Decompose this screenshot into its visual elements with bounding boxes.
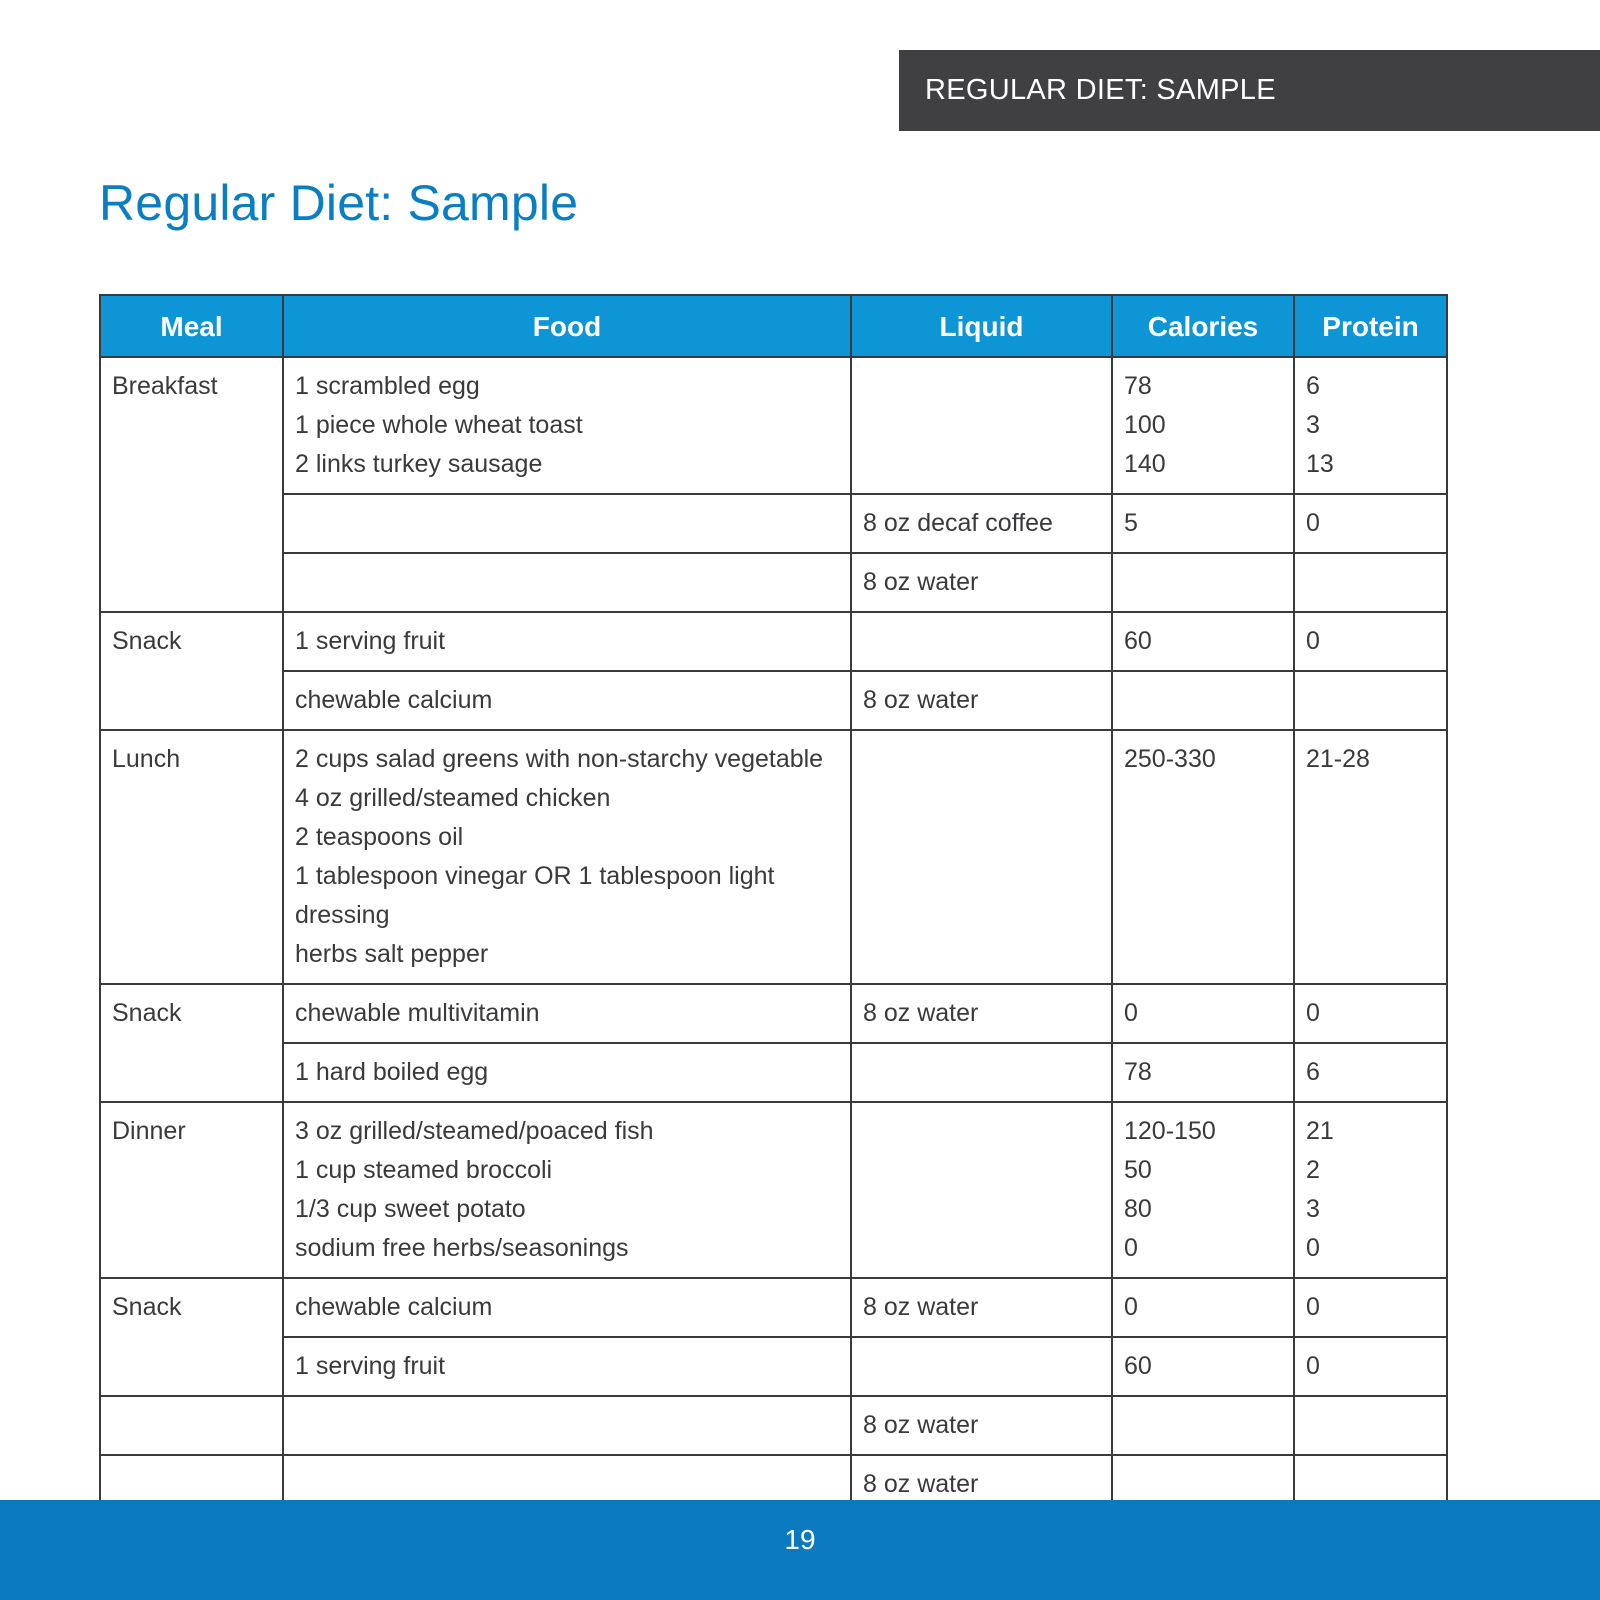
- calories-value: 140: [1124, 450, 1166, 478]
- protein-value: 2: [1306, 1156, 1320, 1184]
- page-number: 19: [784, 1524, 816, 1555]
- liquid-cell: [851, 1043, 1112, 1102]
- table-row: [100, 1278, 1447, 1337]
- table-row: [100, 1102, 1447, 1278]
- column-header-protein: Protein: [1294, 295, 1447, 357]
- table-header-row: [100, 295, 1447, 357]
- food-item: 2 cups salad greens with non-starchy vegetable: [295, 745, 824, 773]
- liquid-cell: 8 oz water: [851, 553, 1112, 612]
- protein-value: 3: [1306, 1195, 1320, 1223]
- calories-cell: 60: [1112, 1337, 1294, 1396]
- meal-cell: Snack: [100, 984, 283, 1102]
- food-cell: 1 serving fruit: [283, 1337, 851, 1396]
- calories-cell: [1112, 671, 1294, 730]
- food-item: 4 oz grilled/steamed chicken: [295, 784, 611, 812]
- protein-value: 21: [1306, 1117, 1334, 1145]
- calories-value: 120-150: [1124, 1117, 1216, 1145]
- meal-cell: Snack: [100, 612, 283, 730]
- food-item: 1/3 cup sweet potato: [295, 1195, 526, 1223]
- column-header-liquid: Liquid: [851, 295, 1112, 357]
- protein-cell: 0: [1294, 1337, 1447, 1396]
- liquid-cell: [851, 1102, 1112, 1278]
- protein-cell: 21-28: [1294, 730, 1447, 984]
- calories-cell: [1112, 553, 1294, 612]
- meal-cell: Dinner: [100, 1102, 283, 1278]
- calories-value: 80: [1124, 1195, 1152, 1223]
- liquid-cell: 8 oz water: [851, 1278, 1112, 1337]
- table-row: [100, 357, 1447, 494]
- liquid-cell: [851, 357, 1112, 494]
- food-cell: chewable calcium: [283, 671, 851, 730]
- meal-cell: [100, 1396, 283, 1455]
- protein-value: 6: [1306, 372, 1320, 400]
- meal-cell: Lunch: [100, 730, 283, 984]
- meal-cell: Snack: [100, 1278, 283, 1396]
- protein-cell: [1294, 1396, 1447, 1455]
- table-row: [100, 671, 1447, 730]
- protein-cell: 0: [1294, 494, 1447, 553]
- food-cell: [283, 730, 851, 984]
- food-cell: [283, 553, 851, 612]
- food-item: 1 scrambled egg: [295, 372, 480, 400]
- diet-table: [99, 294, 1448, 1560]
- liquid-cell: 8 oz water: [851, 1396, 1112, 1455]
- liquid-cell: [851, 612, 1112, 671]
- table-row: [100, 984, 1447, 1043]
- liquid-cell: [851, 1337, 1112, 1396]
- calories-cell: 0: [1112, 984, 1294, 1043]
- calories-cell: [1112, 357, 1294, 494]
- protein-cell: [1294, 553, 1447, 612]
- column-header-calories: Calories: [1112, 295, 1294, 357]
- meal-cell: Breakfast: [100, 357, 283, 612]
- protein-cell: [1294, 1102, 1447, 1278]
- food-cell: chewable multivitamin: [283, 984, 851, 1043]
- food-item: herbs salt pepper: [295, 940, 489, 968]
- food-item: 2 teaspoons oil: [295, 823, 464, 851]
- food-item: 1 cup steamed broccoli: [295, 1156, 553, 1184]
- table-row: [100, 553, 1447, 612]
- page-title: Regular Diet: Sample: [99, 175, 579, 231]
- calories-cell: [1112, 1396, 1294, 1455]
- protein-value: 0: [1306, 1234, 1320, 1262]
- table-row: [100, 494, 1447, 553]
- calories-value: 78: [1124, 372, 1152, 400]
- calories-cell: [1112, 1102, 1294, 1278]
- liquid-cell: [851, 730, 1112, 984]
- liquid-cell: 8 oz water: [851, 984, 1112, 1043]
- protein-cell: 0: [1294, 984, 1447, 1043]
- protein-value: 3: [1306, 411, 1320, 439]
- table-row: [100, 1043, 1447, 1102]
- food-item: 1 tablespoon vinegar OR 1 tablespoon light dressing: [295, 862, 775, 929]
- liquid-cell: 8 oz decaf coffee: [851, 494, 1112, 553]
- protein-cell: [1294, 671, 1447, 730]
- food-cell: [283, 357, 851, 494]
- column-header-meal: Meal: [100, 295, 283, 357]
- column-header-food: Food: [283, 295, 851, 357]
- table-row: [100, 1337, 1447, 1396]
- calories-cell: 78: [1112, 1043, 1294, 1102]
- food-item: 3 oz grilled/steamed/poaced fish: [295, 1117, 654, 1145]
- food-item: 1 piece whole wheat toast: [295, 411, 583, 439]
- protein-value: 13: [1306, 450, 1334, 478]
- calories-cell: 60: [1112, 612, 1294, 671]
- protein-cell: 6: [1294, 1043, 1447, 1102]
- food-cell: [283, 1396, 851, 1455]
- food-cell: 1 hard boiled egg: [283, 1043, 851, 1102]
- section-tab: [899, 50, 1600, 131]
- table-row: [100, 730, 1447, 984]
- calories-cell: 250-330: [1112, 730, 1294, 984]
- food-cell: [283, 494, 851, 553]
- food-cell: 1 serving fruit: [283, 612, 851, 671]
- section-tab-label: REGULAR DIET: SAMPLE: [925, 74, 1276, 106]
- food-item: 2 links turkey sausage: [295, 450, 543, 478]
- liquid-cell: 8 oz water: [851, 671, 1112, 730]
- calories-value: 100: [1124, 411, 1166, 439]
- calories-value: 50: [1124, 1156, 1152, 1184]
- food-cell: chewable calcium: [283, 1278, 851, 1337]
- calories-cell: 0: [1112, 1278, 1294, 1337]
- food-item: sodium free herbs/seasonings: [295, 1234, 629, 1262]
- table-row: [100, 612, 1447, 671]
- protein-cell: 0: [1294, 612, 1447, 671]
- calories-cell: 5: [1112, 494, 1294, 553]
- liquid-cell: 8 oz water: [851, 1455, 1112, 1514]
- protein-cell: 0: [1294, 1278, 1447, 1337]
- table-row: [100, 1396, 1447, 1455]
- calories-value: 0: [1124, 1234, 1138, 1262]
- food-cell: [283, 1102, 851, 1278]
- protein-cell: [1294, 357, 1447, 494]
